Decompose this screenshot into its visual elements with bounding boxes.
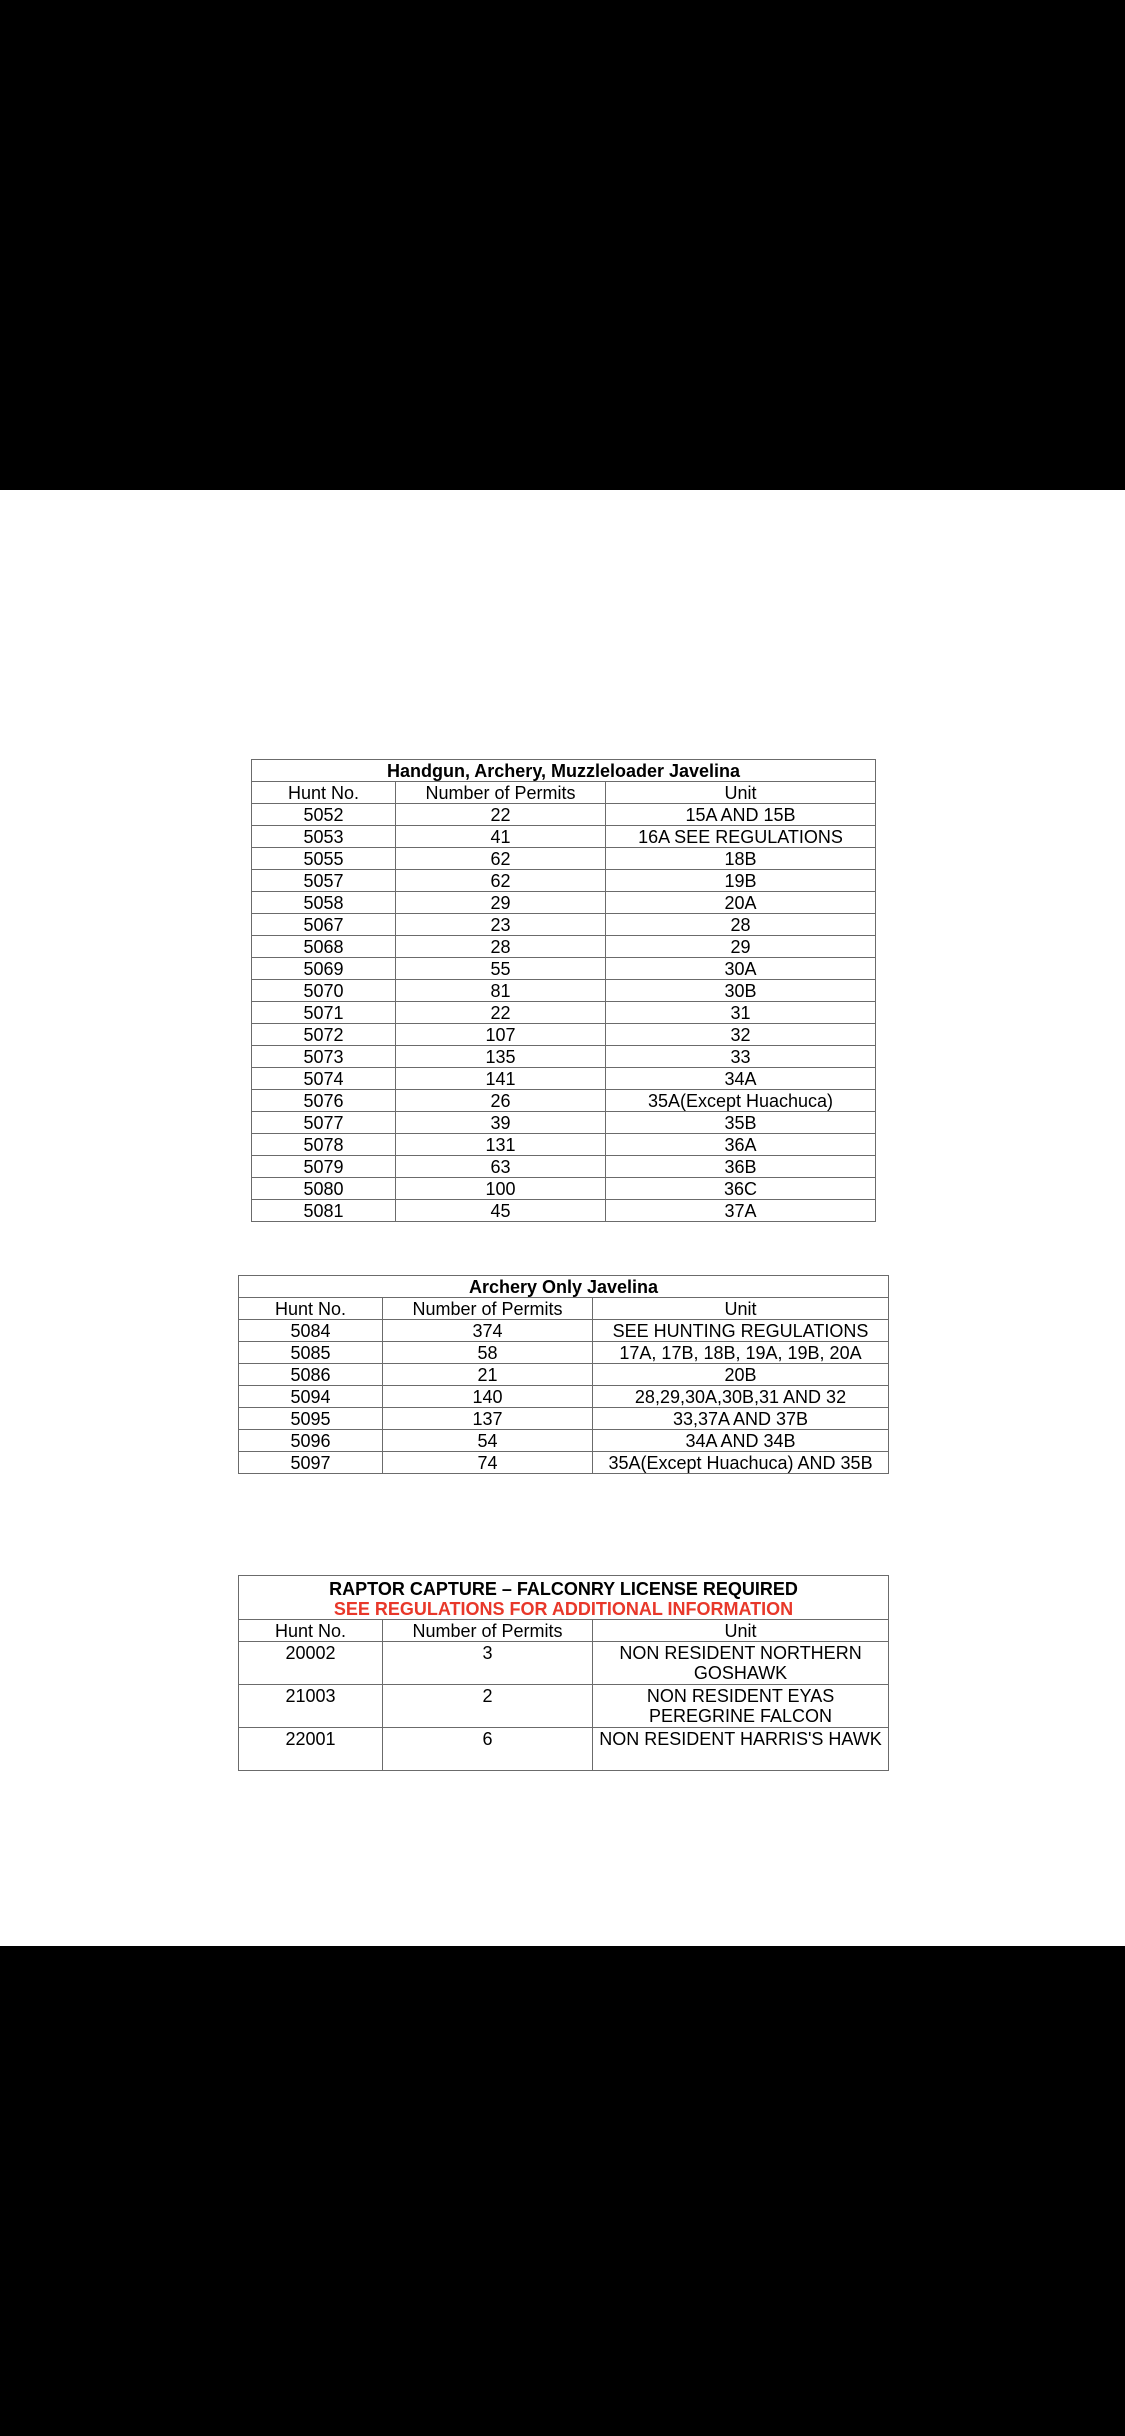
table-body [239,1642,889,1771]
hunt-no-cell: 5055 [252,848,396,870]
table-row [252,1068,876,1090]
hunt-no-cell: 5057 [252,870,396,892]
col-header-unit: Unit [593,1620,889,1642]
hunt-no-cell: 5096 [239,1430,383,1452]
permits-cell: 62 [396,848,606,870]
permits-cell: 2 [383,1685,593,1728]
unit-cell: 17A, 17B, 18B, 19A, 19B, 20A [593,1342,889,1364]
unit-cell: NON RESIDENT EYAS PEREGRINE FALCON [593,1685,889,1728]
table-subtitle-notice: SEE REGULATIONS FOR ADDITIONAL INFORMATION [333,1599,794,1619]
permits-cell: 54 [383,1430,593,1452]
permits-cell: 6 [383,1728,593,1771]
hunt-no-cell: 5097 [239,1452,383,1474]
permits-cell: 23 [396,914,606,936]
hunt-no-cell: 5074 [252,1068,396,1090]
unit-cell: 35B [606,1112,876,1134]
table-row [239,1386,889,1408]
permits-cell: 374 [383,1320,593,1342]
unit-cell: 35A(Except Huachuca) [606,1090,876,1112]
raptor-capture-table [238,1575,889,1771]
table-body [252,804,876,1222]
table-header-row [239,1298,889,1320]
hunt-no-cell: 5080 [252,1178,396,1200]
hunt-no-cell: 5086 [239,1364,383,1386]
table-title: Handgun, Archery, Muzzleloader Javelina [252,760,876,782]
table-row [239,1320,889,1342]
unit-cell: 35A(Except Huachuca) AND 35B [593,1452,889,1474]
hunt-no-cell: 5076 [252,1090,396,1112]
table-header-row [239,1620,889,1642]
hunt-no-cell: 22001 [239,1728,383,1771]
table-row [252,980,876,1002]
hunt-no-cell: 5071 [252,1002,396,1024]
table-title: RAPTOR CAPTURE – FALCONRY LICENSE REQUIRED [329,1579,798,1599]
unit-cell: 29 [606,936,876,958]
table-row [252,1090,876,1112]
unit-cell: 32 [606,1024,876,1046]
table-row [252,914,876,936]
table-row [239,1642,889,1685]
table-row [252,1024,876,1046]
table-row [252,826,876,848]
hunt-no-cell: 5053 [252,826,396,848]
table-row [252,936,876,958]
unit-cell: SEE HUNTING REGULATIONS [593,1320,889,1342]
hunt-no-cell: 5077 [252,1112,396,1134]
permits-cell: 63 [396,1156,606,1178]
col-header-hunt-no: Hunt No. [239,1620,383,1642]
hunt-no-cell: 5085 [239,1342,383,1364]
table-row [252,892,876,914]
permits-cell: 58 [383,1342,593,1364]
hunt-no-cell: 5081 [252,1200,396,1222]
unit-cell: 19B [606,870,876,892]
table-row [239,1364,889,1386]
table-row [239,1342,889,1364]
table-body [239,1320,889,1474]
handgun-archery-muzzleloader-table [251,759,876,1222]
table-row [252,804,876,826]
col-header-number-of-permits: Number of Permits [383,1298,593,1320]
table-row [239,1452,889,1474]
permits-cell: 140 [383,1386,593,1408]
unit-cell: 30A [606,958,876,980]
unit-cell: 15A AND 15B [606,804,876,826]
permits-cell: 29 [396,892,606,914]
hunt-no-cell: 5094 [239,1386,383,1408]
hunt-no-cell: 20002 [239,1642,383,1685]
table-row [252,1002,876,1024]
table-row [252,1178,876,1200]
col-header-unit: Unit [593,1298,889,1320]
hunt-no-cell: 5095 [239,1408,383,1430]
unit-cell: 30B [606,980,876,1002]
permits-cell: 45 [396,1200,606,1222]
letterbox-top [0,0,1125,490]
unit-cell: 33 [606,1046,876,1068]
table-title-cell [239,1576,889,1620]
permits-cell: 28 [396,936,606,958]
table-title: Archery Only Javelina [239,1276,889,1298]
table-row [252,1046,876,1068]
unit-cell: 16A SEE REGULATIONS [606,826,876,848]
permits-cell: 55 [396,958,606,980]
table-row [239,1728,889,1771]
unit-cell: 36A [606,1134,876,1156]
unit-cell: NON RESIDENT HARRIS'S HAWK [593,1728,889,1771]
permits-cell: 3 [383,1642,593,1685]
col-header-number-of-permits: Number of Permits [383,1620,593,1642]
hunt-no-cell: 5072 [252,1024,396,1046]
hunt-no-cell: 5058 [252,892,396,914]
permits-cell: 107 [396,1024,606,1046]
unit-cell: 36C [606,1178,876,1200]
table-row [252,848,876,870]
permits-cell: 39 [396,1112,606,1134]
permits-cell: 81 [396,980,606,1002]
hunt-no-cell: 5070 [252,980,396,1002]
hunt-no-cell: 5067 [252,914,396,936]
permits-cell: 74 [383,1452,593,1474]
unit-cell: 37A [606,1200,876,1222]
unit-cell: 36B [606,1156,876,1178]
unit-cell: 33,37A AND 37B [593,1408,889,1430]
unit-cell: 28,29,30A,30B,31 AND 32 [593,1386,889,1408]
table-header-row [252,782,876,804]
col-header-hunt-no: Hunt No. [252,782,396,804]
table-row [239,1685,889,1728]
permits-cell: 21 [383,1364,593,1386]
col-header-unit: Unit [606,782,876,804]
table-row [252,1134,876,1156]
unit-cell: 18B [606,848,876,870]
table-row [252,1112,876,1134]
table-row [239,1430,889,1452]
table-row [252,870,876,892]
table-row [252,958,876,980]
permits-cell: 135 [396,1046,606,1068]
permits-cell: 100 [396,1178,606,1200]
permits-cell: 22 [396,804,606,826]
permits-cell: 141 [396,1068,606,1090]
col-header-number-of-permits: Number of Permits [396,782,606,804]
permits-cell: 137 [383,1408,593,1430]
permits-cell: 26 [396,1090,606,1112]
archery-only-javelina-table [238,1275,889,1474]
table-row [252,1156,876,1178]
hunt-no-cell: 5073 [252,1046,396,1068]
unit-cell: 20B [593,1364,889,1386]
hunt-no-cell: 5078 [252,1134,396,1156]
permits-cell: 62 [396,870,606,892]
unit-cell: 34A [606,1068,876,1090]
letterbox-bottom [0,1946,1125,2436]
hunt-no-cell: 5068 [252,936,396,958]
hunt-no-cell: 5069 [252,958,396,980]
hunt-no-cell: 5084 [239,1320,383,1342]
unit-cell: 31 [606,1002,876,1024]
table-row [239,1408,889,1430]
hunt-no-cell: 21003 [239,1685,383,1728]
hunt-no-cell: 5052 [252,804,396,826]
col-header-hunt-no: Hunt No. [239,1298,383,1320]
unit-cell: 20A [606,892,876,914]
hunt-no-cell: 5079 [252,1156,396,1178]
permits-cell: 131 [396,1134,606,1156]
table-row [252,1200,876,1222]
permits-cell: 41 [396,826,606,848]
permits-cell: 22 [396,1002,606,1024]
document-page [0,490,1125,1946]
unit-cell: NON RESIDENT NORTHERN GOSHAWK [593,1642,889,1685]
unit-cell: 34A AND 34B [593,1430,889,1452]
unit-cell: 28 [606,914,876,936]
